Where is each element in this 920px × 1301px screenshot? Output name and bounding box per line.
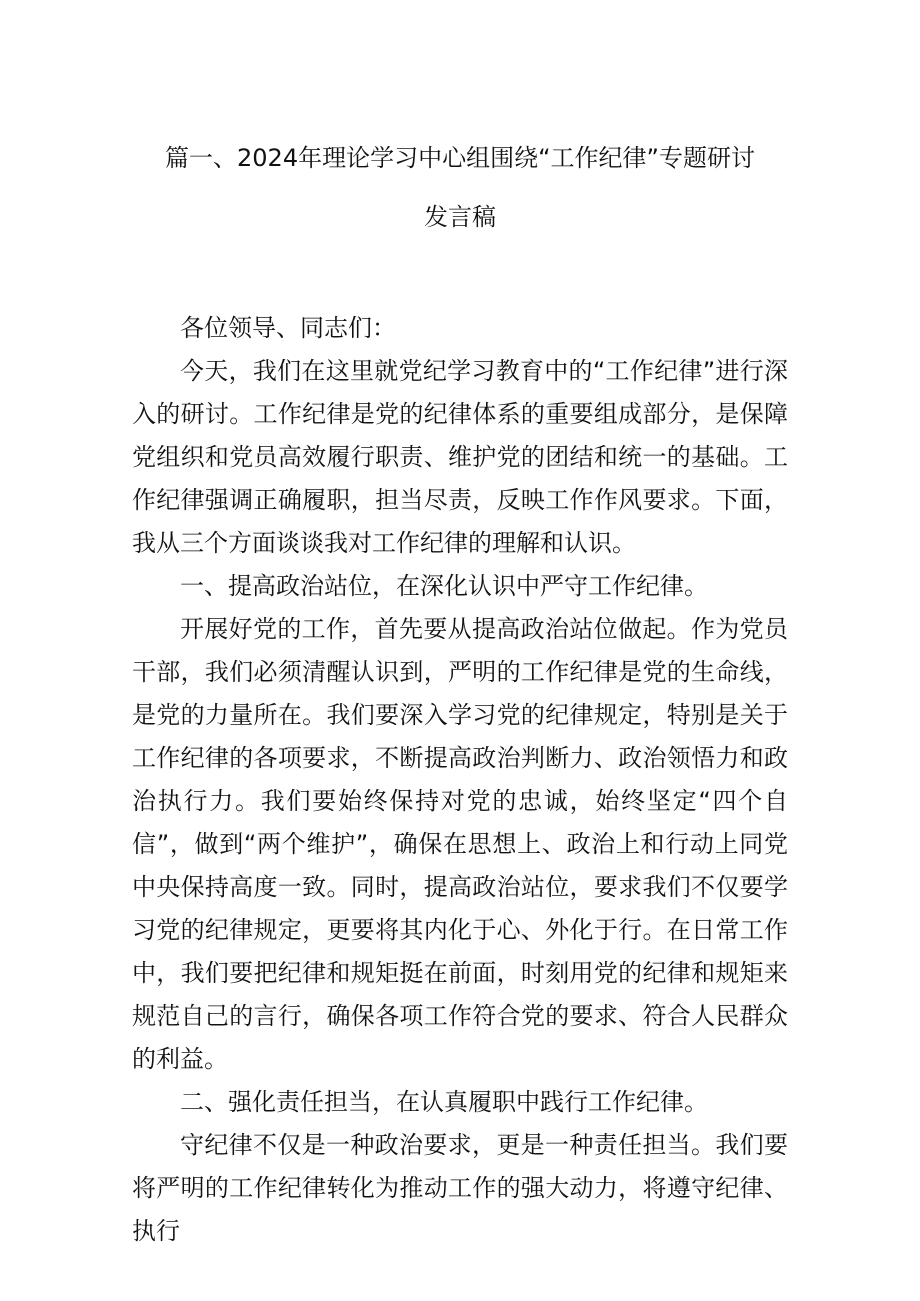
section-heading-2: 二、强化责任担当，在认真履职中践行工作纪律。 — [180, 1088, 708, 1116]
document-body — [132, 307, 788, 1253]
section-1-paragraph: 开展好党的工作，首先要从提高政治站位做起。作为党员干部，我们必须清醒认识到，严明的工作纪律是党的生命线，是党的力量所在。我们要深入学习党的纪律规定，特别是关于工作纪律的各项要求，不断提高政治判断力、政治领悟力和政治执行力。我们要始终保持对党的忠诚，始终坚定“四个自信”，做到“两个维护”，确保在思想上、政治上和行动上同党中央保持高度一致。同时，提高政治站位，要求我们不仅要学习党的纪律规定，更要将其内化于心、外化于行。在日常工作中，我们要把纪律和规矩挺在前面，时刻用党的纪律和规矩来规范自己的言行，确保各项工作符合党的要求、符合人民群众的利益。 — [132, 615, 788, 1073]
salutation: 各位领导、同志们： — [180, 314, 396, 342]
document-title-line-1: 篇一、2024年理论学习中心组围绕“工作纪律”专题研讨 — [165, 144, 755, 172]
section-2-paragraph: 守纪律不仅是一种政治要求，更是一种责任担当。我们要将严明的工作纪律转化为推动工作的强大动力，将遵守纪律、执行 — [132, 1131, 788, 1245]
section-heading-1: 一、提高政治站位，在深化认识中严守工作纪律。 — [180, 572, 708, 600]
intro-paragraph: 今天，我们在这里就党纪学习教育中的“工作纪律”进行深入的研讨。工作纪律是党的纪律体系的重要组成部分，是保障党组织和党员高效履行职责、维护党的团结和统一的基础。工作纪律强调正确履职，担当尽责，反映工作作风要求。下面，我从三个方面谈谈我对工作纪律的理解和认识。 — [132, 357, 788, 557]
document-title-line-2: 发言稿 — [424, 203, 496, 231]
